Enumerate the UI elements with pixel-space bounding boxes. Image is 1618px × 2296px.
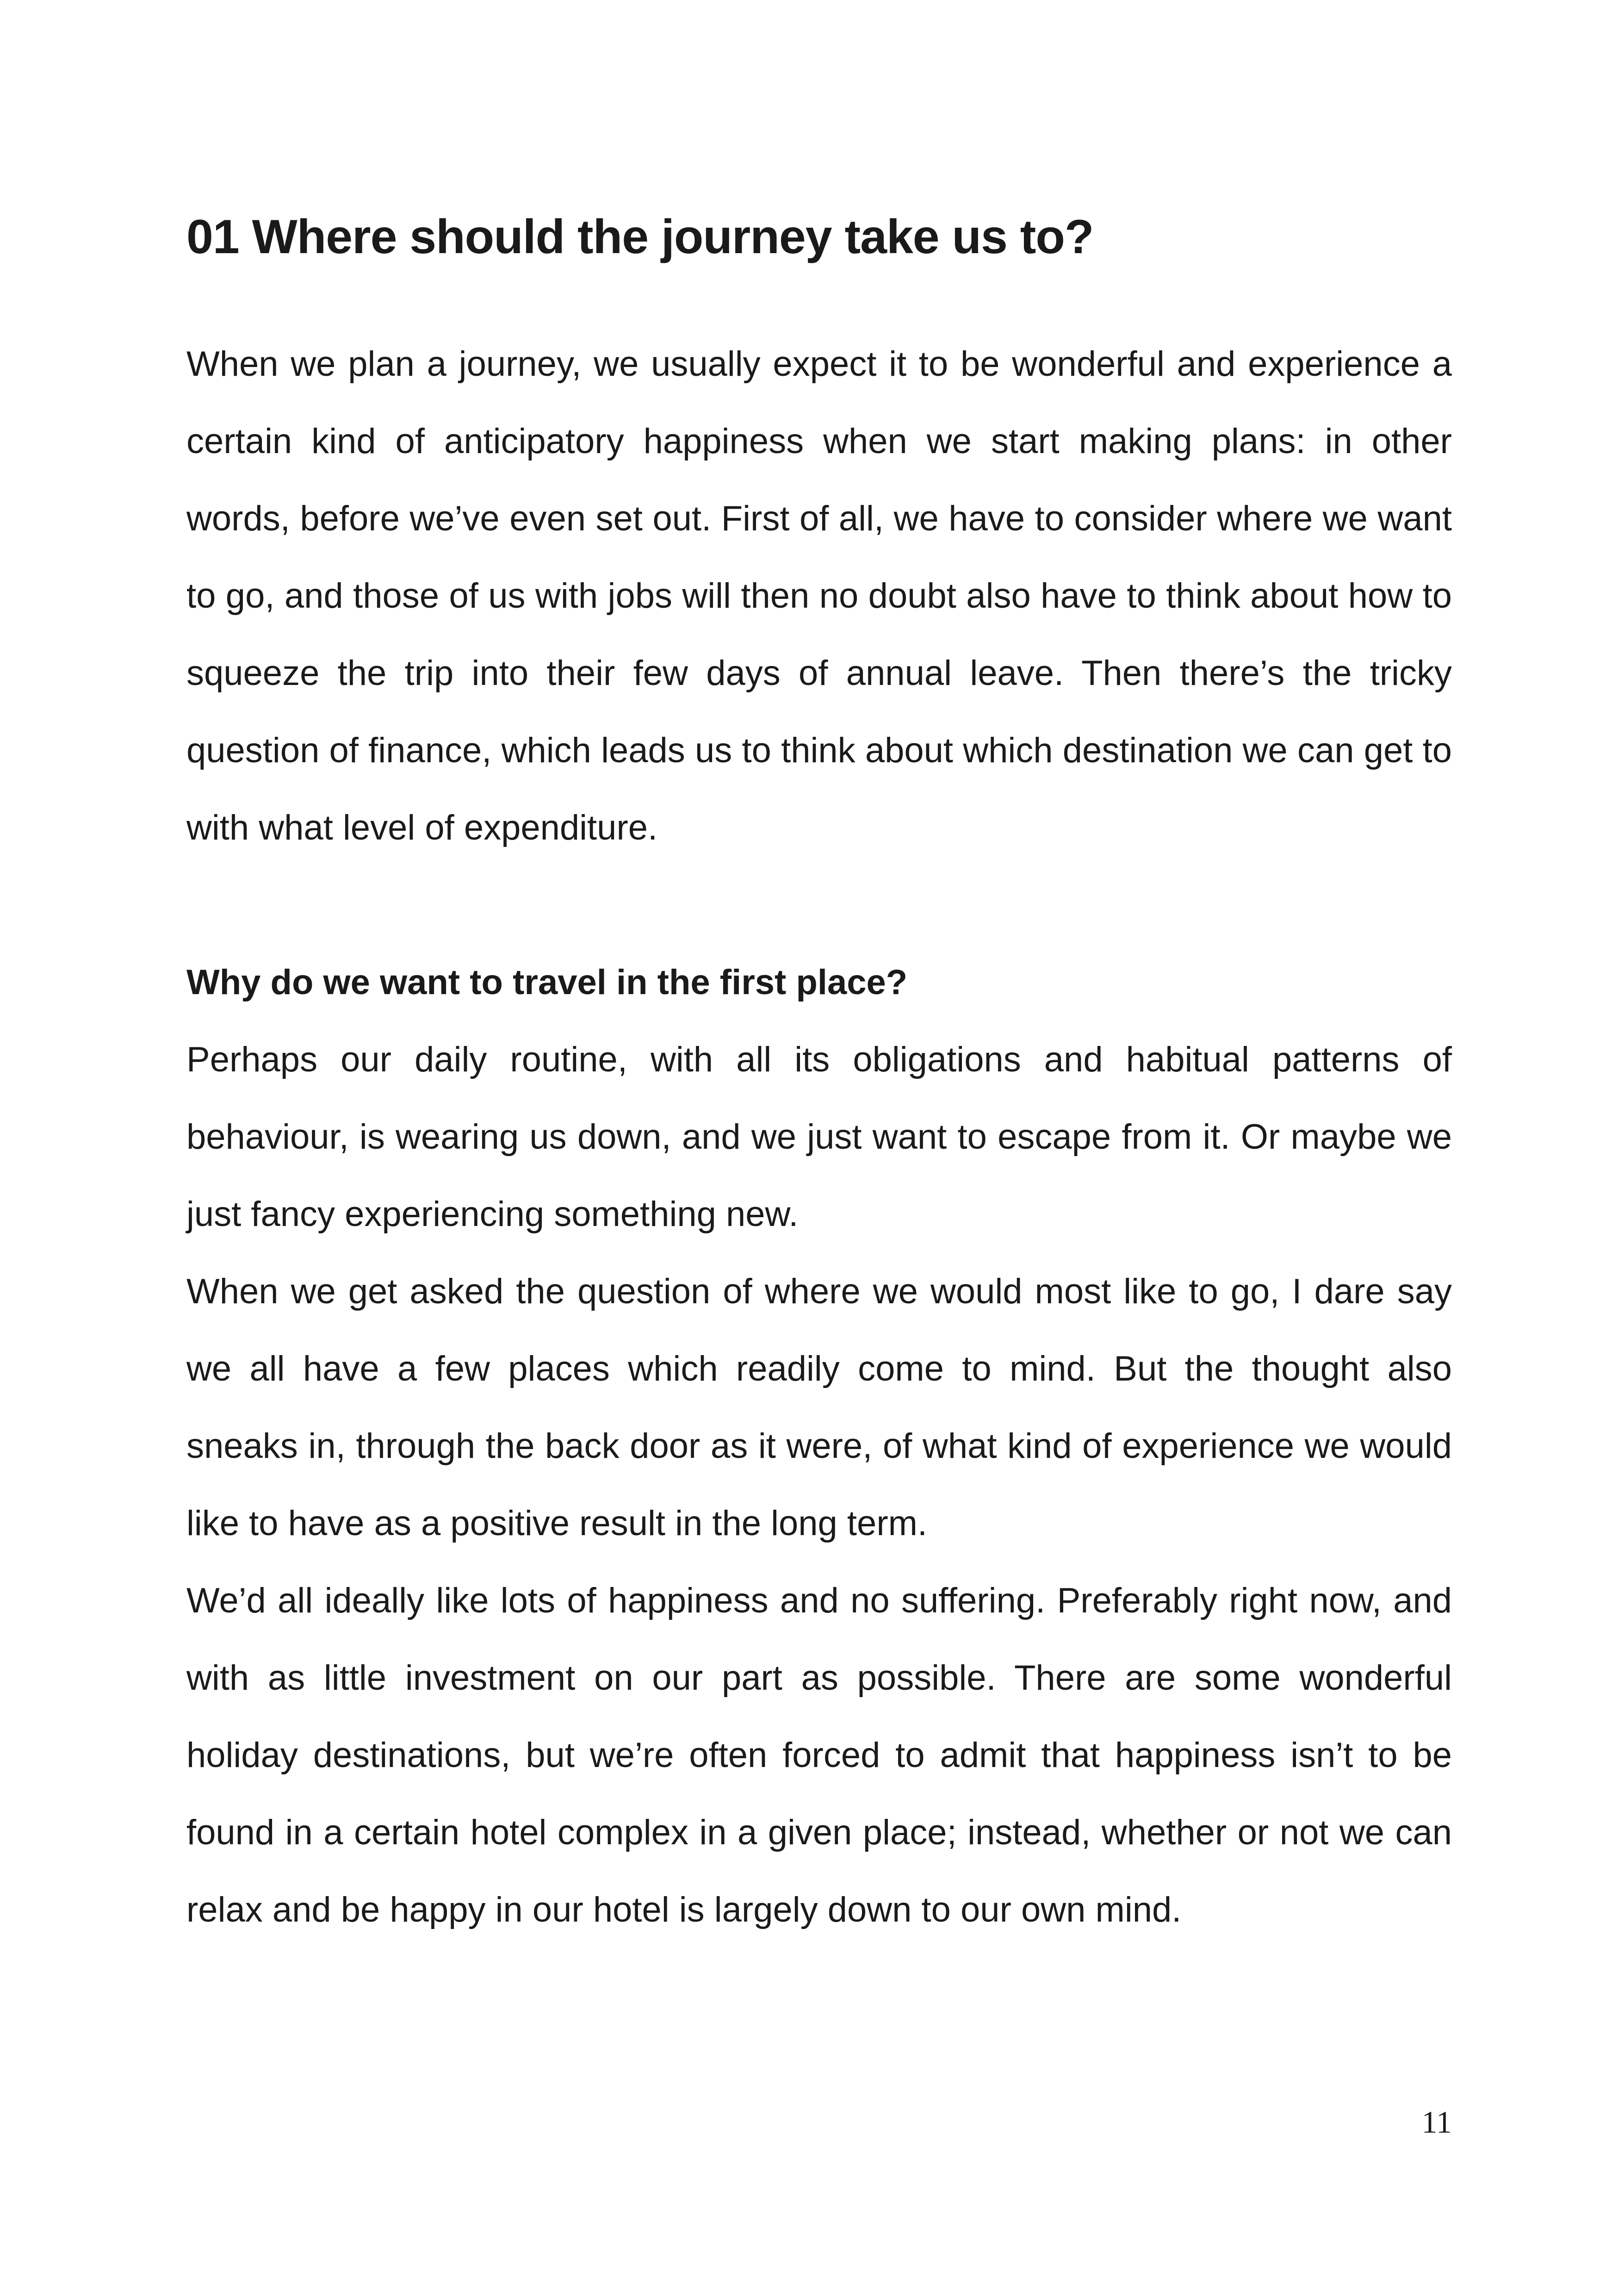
document-page — [186, 0, 1452, 2296]
body-paragraph: Perhaps our daily routine, with all its obligations and habitual patterns of behaviour, is wearing us down, and we just want to escape from it. Or maybe we just fancy experiencing something new. — [186, 1040, 1452, 1234]
body-paragraph: When we get asked the question of where we would most like to go, I dare say we all have a few places which readily come to mind. But the thought also sneaks in, through the back door as it were, of what kind of experience we would like to have as a positive result in the long term. — [186, 1272, 1452, 1543]
page-number: 11 — [1421, 2104, 1452, 2140]
section-heading: Why do we want to travel in the first place? — [186, 963, 908, 1002]
chapter-title: 01 Where should the journey take us to? — [186, 210, 1094, 264]
intro-paragraph: When we plan a journey, we usually expect it to be wonderful and experience a certain kind of anticipatory happiness when we start making plans: in other words, before we’ve even set out. First of all, we have to consider where we want to go, and those of us with jobs will then no doubt also have to think about how to squeeze the trip into their few days of annual leave. Then there’s the tricky question of finance, which leads us to think about which destination we can get to with what level of expenditure. — [186, 344, 1452, 847]
body-paragraph: We’d all ideally like lots of happiness and no suffering. Preferably right now, and with as little investment on our part as possible. There are some wonderful holiday destinations, but we’re often forced to admit that happiness isn’t to be found in a certain hotel complex in a given place; instead, whether or not we can relax and be happy in our hotel is largely down to our own mind. — [186, 1581, 1452, 1929]
